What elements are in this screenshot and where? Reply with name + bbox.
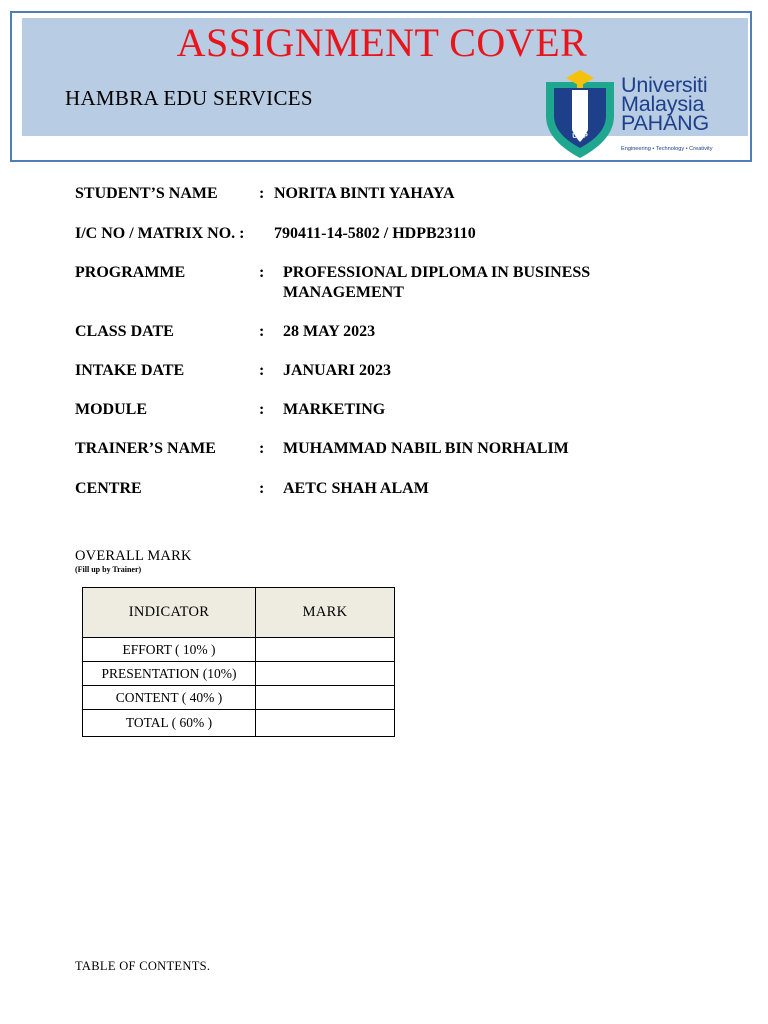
field-label: I/C NO / MATRIX NO. : [75,225,245,242]
ump-shield-icon [544,68,616,160]
field-value: MUHAMMAD NABIL BIN NORHALIM [283,440,569,457]
mark-cell[interactable] [256,638,395,662]
logo-line-universiti: Universiti [621,73,708,97]
field-colon: : [259,323,265,340]
mark-cell[interactable] [256,686,395,710]
indicator-cell: EFFORT ( 10% ) [83,638,256,662]
overall-mark-heading: OVERALL MARK [75,548,192,564]
field-colon: : [259,480,265,497]
field-label: TRAINER’S NAME [75,440,216,457]
indicator-cell: PRESENTATION (10%) [83,662,256,686]
logo-badge-text: UMP [572,133,588,140]
table-of-contents-heading: TABLE OF CONTENTS. [75,959,211,973]
marks-table [82,587,395,737]
logo-line-malaysia: Malaysia [621,92,705,116]
field-value: AETC SHAH ALAM [283,480,429,497]
field-label: CENTRE [75,480,142,497]
mark-cell[interactable] [256,710,395,737]
field-colon: : [259,264,265,281]
field-colon: : [259,185,265,202]
column-header-mark: MARK [256,588,395,638]
field-value: NORITA BINTI YAHAYA [274,185,455,202]
indicator-cell: CONTENT ( 40% ) [83,686,256,710]
field-value: 28 MAY 2023 [283,323,376,340]
university-logo [544,68,744,158]
field-label: PROGRAMME [75,264,186,281]
column-header-indicator: INDICATOR [83,588,256,638]
field-label: STUDENT’S NAME [75,185,218,202]
field-value: MARKETING [283,401,386,418]
organization-name: HAMBRA EDU SERVICES [65,86,313,110]
table-row [83,662,395,686]
field-value: JANUARI 2023 [283,362,391,379]
field-colon: : [259,440,265,457]
field-colon: : [259,362,265,379]
field-colon: : [259,401,265,418]
field-label: MODULE [75,401,147,418]
table-row [83,686,395,710]
overall-mark-note: (Fill up by Trainer) [75,565,142,574]
field-value: PROFESSIONAL DIPLOMA IN BUSINESS MANAGEMENT [283,264,591,301]
logo-line-pahang: PAHANG [621,111,710,135]
field-label: CLASS DATE [75,323,174,340]
table-header-row [83,588,395,638]
field-label: INTAKE DATE [75,362,185,379]
document-title: ASSIGNMENT COVER [176,20,588,65]
logo-tagline: Engineering • Technology • Creativity [621,146,713,152]
field-value: 790411-14-5802 / HDPB23110 [274,225,476,242]
table-row [83,638,395,662]
header-frame [10,11,752,162]
logo-wordmark [621,73,710,135]
mark-cell[interactable] [256,662,395,686]
indicator-cell: TOTAL ( 60% ) [83,710,256,737]
table-row [83,710,395,737]
